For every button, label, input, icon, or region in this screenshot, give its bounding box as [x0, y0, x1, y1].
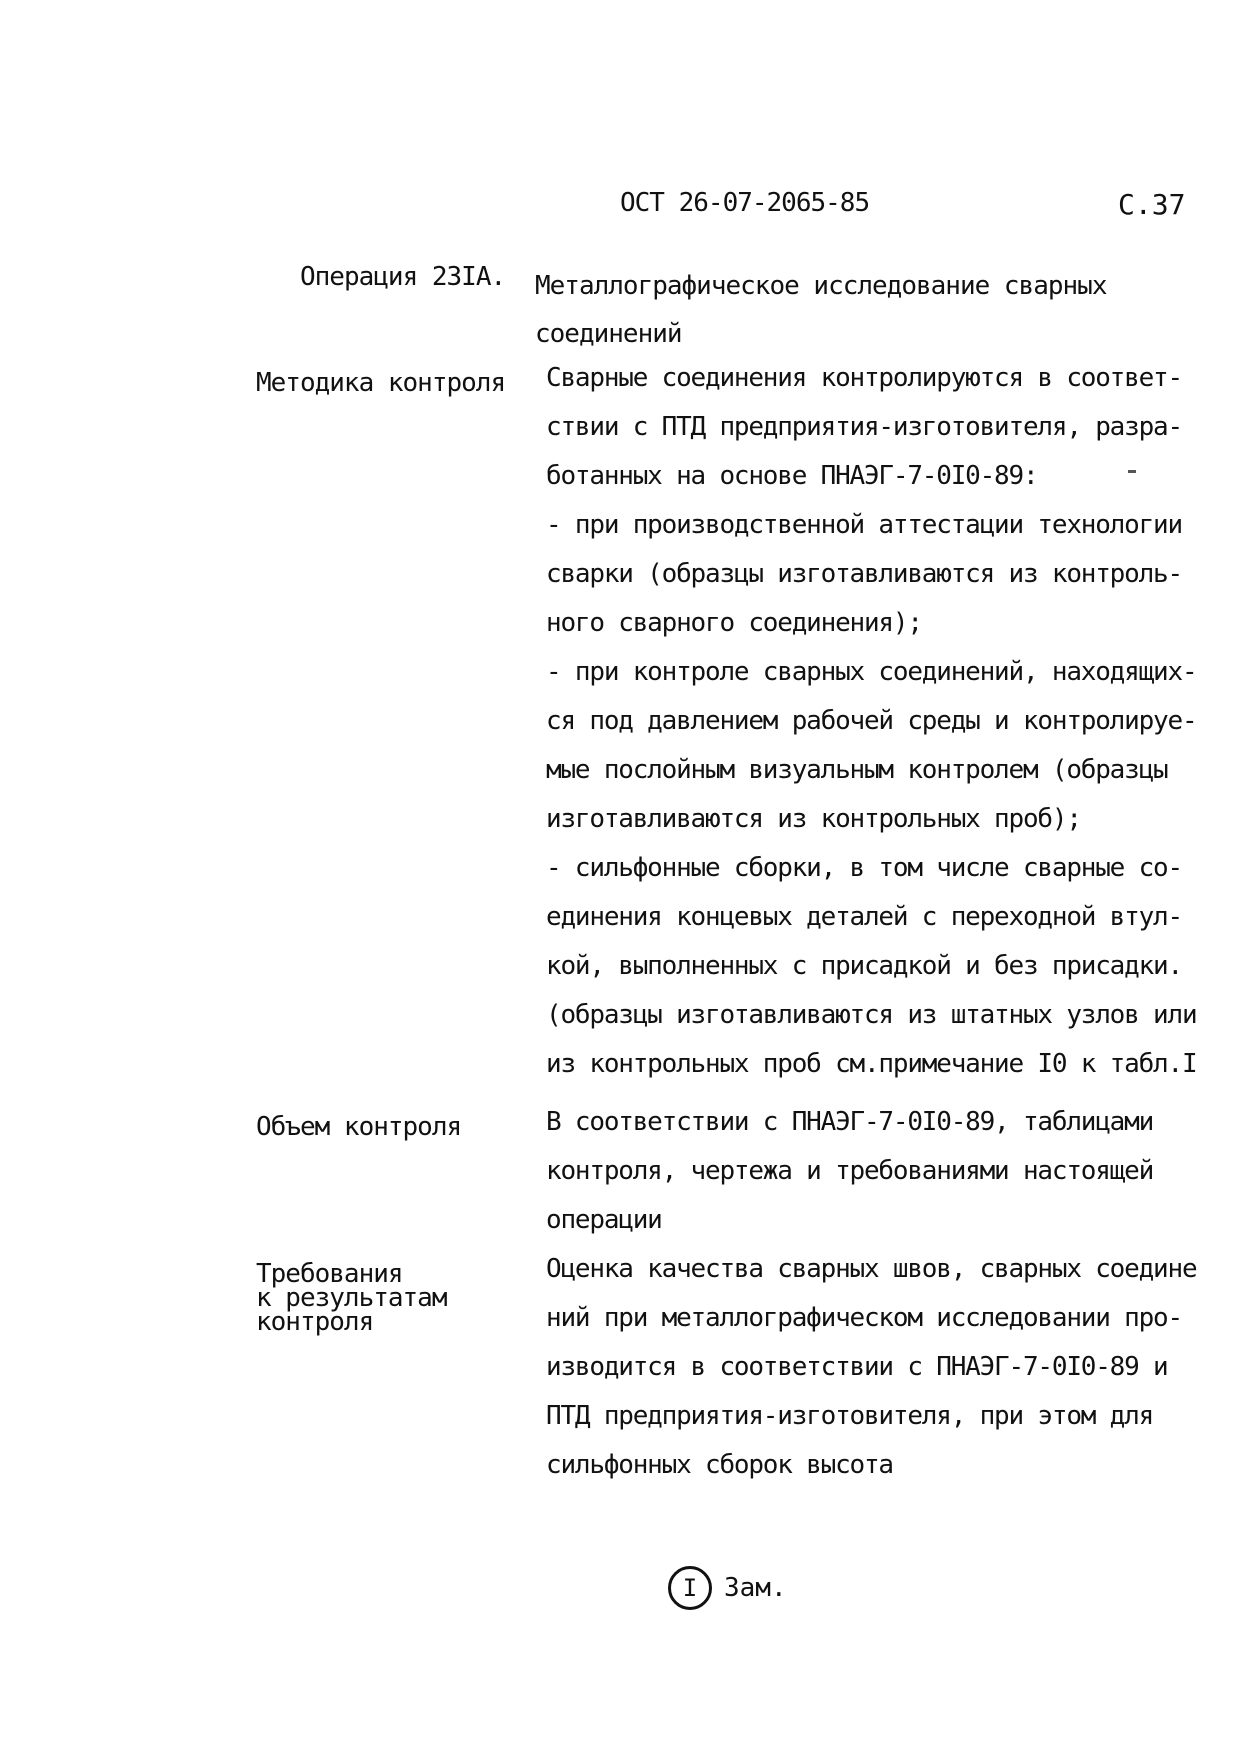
document-code: ОСТ 26-07-2065-85 — [620, 188, 870, 218]
scan-mark — [1128, 470, 1136, 473]
operation-number: Операция 23IА. — [300, 262, 506, 292]
requirements-text: Оценка качества сварных швов, сварных соедине ний при металлографическом исследовании про- изводится в соответствии с ПНАЭГ-7-0I0-89 и ПТД предприятия-изготовителя, при этом для сильфонных сборок высота — [546, 1254, 1197, 1480]
page-number: С.37 — [1118, 188, 1186, 221]
scope-text: В соответствии с ПНАЭГ-7-0I0-89, таблицами контроля, чертежа и требованиями настоящей операции — [546, 1107, 1154, 1235]
scope-label: Объем контроля — [256, 1112, 462, 1142]
requirements-label: Требования к результатам контроля — [256, 1259, 447, 1337]
operation-title: Металлографическое исследование сварных соединений — [535, 271, 1107, 349]
circled-number-icon: I — [668, 1566, 712, 1610]
method-label: Методика контроля — [256, 368, 506, 398]
change-label: Зам. — [724, 1573, 787, 1603]
method-text: Сварные соединения контролируются в соответ- ствии с ПТД предприятия-изготовителя, разра- ботанных на основе ПНАЭГ-7-0I0-89: - при производственной аттестации технологии сварки (образцы изготавливаются из контроль- ного сварного соединения); - при контроле сварных соединений, находящих- ся под давлением рабочей среды и контролируе- мые послойным визуальным контролем (образцы изготавливаются из контрольных проб); - сильфонные сборки, в том числе сварные со- единения концевых деталей с переходной втул- кой, выполненных с присадкой и без присадки. (образцы изготавливаются из штатных узлов или из контрольных проб см.примечание I0 к табл.I — [546, 363, 1197, 1079]
change-note — [668, 1566, 787, 1610]
